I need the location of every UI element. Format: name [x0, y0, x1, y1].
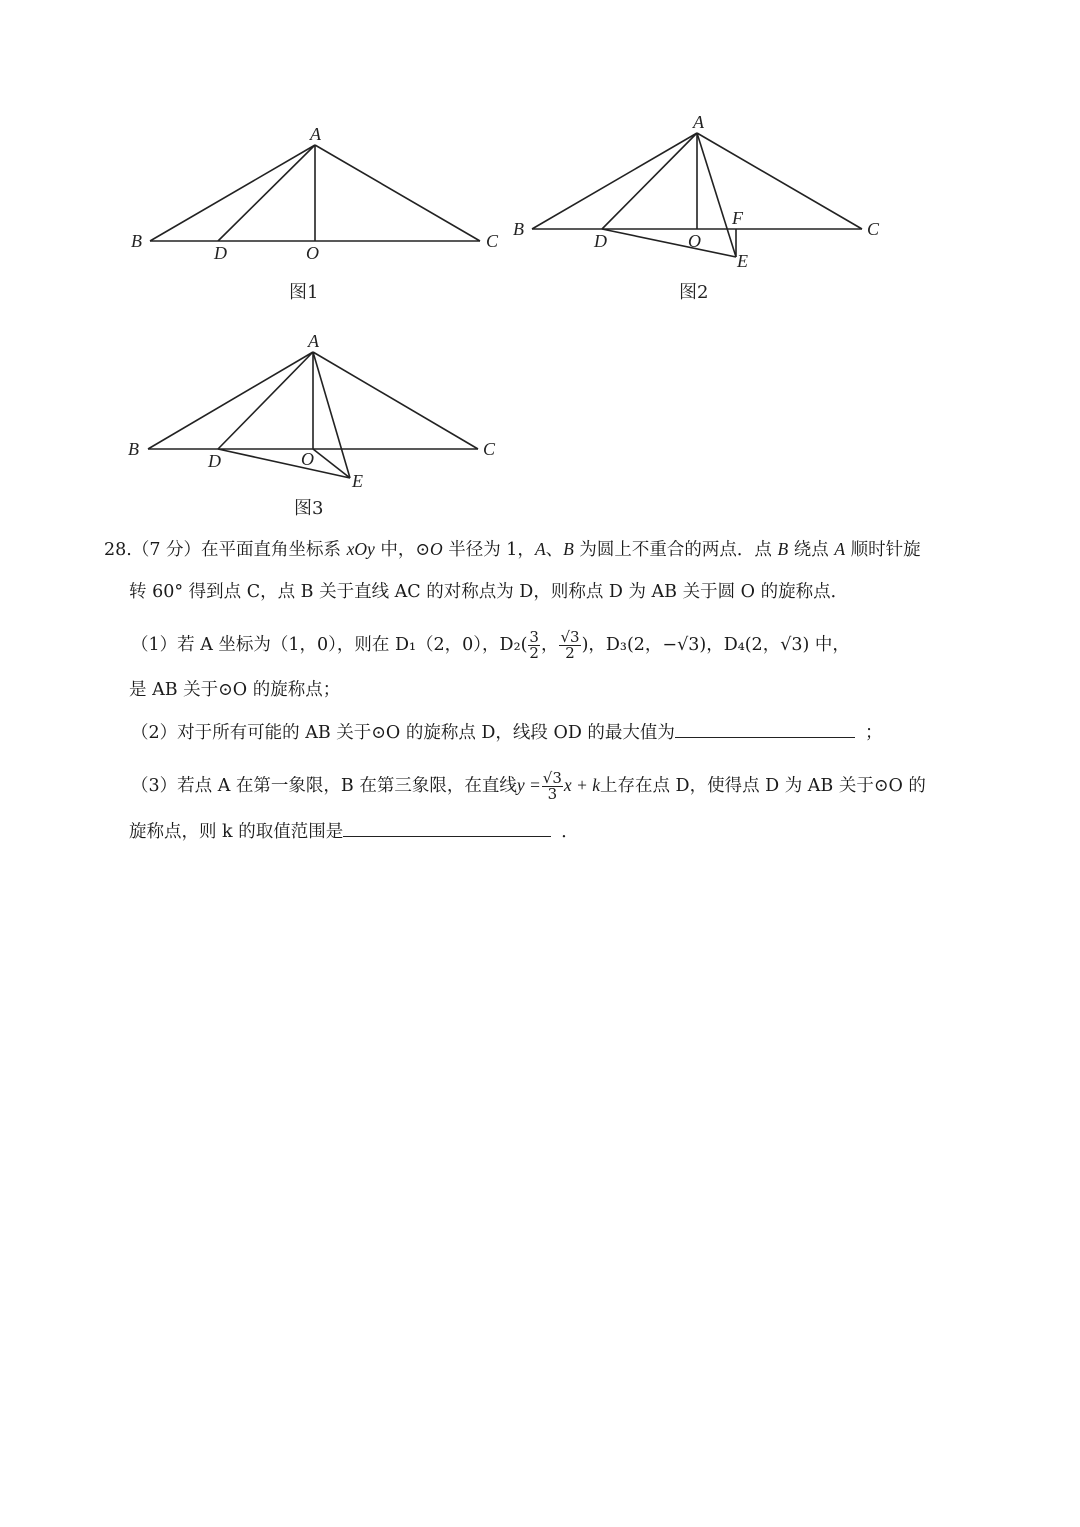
stem-b: B: [777, 539, 789, 559]
part-3-line-2: [129, 820, 579, 844]
fraction-denominator: 3: [547, 785, 558, 803]
part-3-end: ．: [561, 822, 579, 842]
fraction-numerator: √3: [560, 628, 580, 646]
stem-a: A: [534, 539, 546, 559]
fig2-label-c: C: [867, 219, 880, 239]
part-1-text: （1）若 A 坐标为（1，0），则在 D₁（2，0），: [131, 635, 500, 655]
part-1-line-1: [131, 628, 850, 662]
part-3-text: 上存在点 D，使得点 D 为 AB 关于⊙O 的: [599, 776, 926, 796]
part-3-xk: x + k: [563, 775, 600, 795]
stem-text: 半径为 1，: [442, 540, 535, 560]
part-2-text: （2）对于所有可能的 AB 关于⊙O 的旋称点 D，线段 OD 的最大值为: [131, 723, 675, 743]
figure-3-caption: 图3: [294, 498, 324, 519]
part-3-text: （3）若点 A 在第一象限，B 在第三象限，在直线: [131, 776, 517, 796]
fig2-label-f: F: [732, 208, 743, 228]
fig1-label-d: D: [214, 243, 227, 263]
fraction-three-halves: [528, 630, 540, 661]
answer-blank-2[interactable]: [675, 721, 855, 738]
figure-2-caption: 图2: [679, 282, 709, 303]
part-1-comma: ，: [540, 635, 559, 655]
part-1-tail: )，D₃(2，−√3)，D₄(2，√3) 中，: [581, 635, 850, 655]
part-3-text: 旋称点，则 k 的取值范围是: [129, 822, 344, 842]
stem-text: 绕点: [788, 540, 835, 560]
fig3-label-b: B: [128, 439, 139, 459]
question-score: （7 分）: [131, 540, 202, 560]
question-number: 28.: [104, 540, 132, 560]
fig1-label-b: B: [131, 231, 142, 251]
figure-1: [0, 0, 1080, 560]
part-1-d2: D₂(: [499, 635, 528, 655]
fraction-numerator: √3: [542, 769, 562, 787]
figure-1-caption: 图1: [289, 282, 319, 303]
fig1-label-c: C: [486, 231, 499, 251]
fig2-label-d: D: [594, 231, 607, 251]
fig3-label-d: D: [208, 451, 221, 471]
fig2-label-b: B: [513, 219, 524, 239]
fig3-label-o: O: [301, 449, 314, 469]
fig3-label-a: A: [308, 331, 319, 351]
part-1-line-2: 是 AB 关于⊙O 的旋称点；: [129, 680, 341, 700]
fraction-root3-over-2: [559, 630, 580, 661]
stem-text: 为圆上不重合的两点．点: [573, 540, 778, 560]
stem-text: 顺时针旋: [845, 540, 921, 560]
part-2-line: [131, 721, 882, 745]
part-2-end: ；: [864, 723, 883, 743]
figure-1-lines: [150, 145, 480, 241]
fraction-numerator: 3: [529, 628, 539, 646]
fig2-label-a: A: [693, 112, 704, 132]
part-3-y: y =: [516, 775, 541, 795]
stem-b: B: [563, 539, 574, 559]
question-stem-line-2: 转 60° 得到点 C，点 B 关于直线 AC 的对称点为 D，则称点 D 为 AB 关于圆 O 的旋称点．: [129, 582, 849, 602]
fig3-label-e: E: [352, 471, 363, 491]
fraction-denominator: 2: [529, 644, 539, 662]
stem-o: O: [430, 539, 443, 559]
fig1-label-a: A: [310, 124, 321, 144]
stem-text: 中，⊙: [374, 540, 431, 560]
fig3-label-c: C: [483, 439, 496, 459]
fig2-label-o: O: [688, 231, 701, 251]
fraction-root3-over-3: [542, 771, 563, 802]
answer-blank-3[interactable]: [343, 820, 551, 837]
stem-a: A: [834, 539, 846, 559]
fig2-label-e: E: [737, 251, 748, 271]
question-stem-line-1: [104, 537, 921, 562]
stem-text: 在平面直角坐标系: [201, 540, 347, 560]
stem-text: 、: [545, 540, 564, 560]
part-3-line-1: [131, 765, 926, 805]
fig1-label-o: O: [306, 243, 319, 263]
fraction-denominator: 2: [565, 644, 575, 662]
stem-xoy: xOy: [346, 539, 375, 559]
